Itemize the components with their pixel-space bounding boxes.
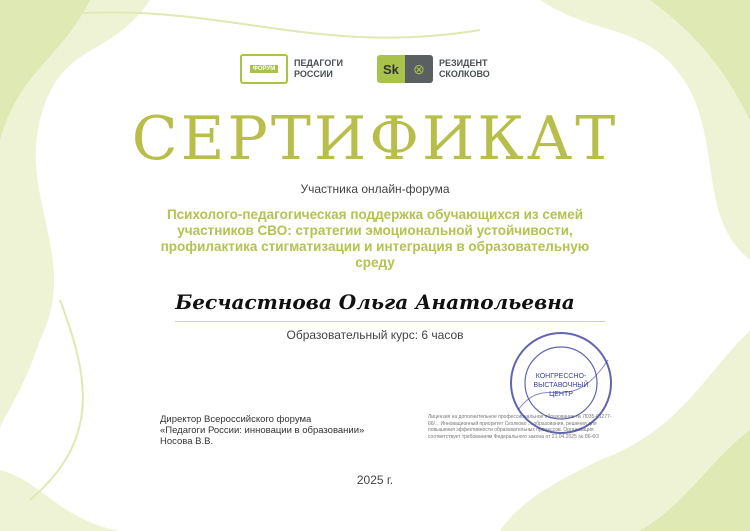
skolkovo-logo: Sk ⊗ РЕЗИДЕНТ СКОЛКОВО [377,55,490,83]
director-signature-block: Директор Всероссийского форума «Педагоги России: инновации в образовании» Носова В.В. [160,414,365,447]
svg-text:ЦЕНТР: ЦЕНТР [549,391,573,398]
stamp [508,330,614,436]
svg-text:КОНГРЕССНО-: КОНГРЕССНО- [535,373,587,380]
book-icon: ФОРУМ [240,54,288,84]
forum-topic: Психолого-педагогическая поддержка обучающихся из семей участников СВО: стратегии эмоциональной устойчивости, профилактика стигматизации и интеграция в образовательную среду [160,207,590,270]
year: 2025 г. [356,473,394,487]
certificate-title: СЕРТИФИКАТ [131,104,619,174]
divider [175,321,605,322]
subtitle: Участника онлайн-форума [300,182,450,196]
recipient-name: Бесчастнова Ольга Анатольевна [175,290,575,314]
license-text: Лицензия на дополнительное профессиональное образование № Л035-01277-66/... Инновационный приоритет Сколково ... образования, решения для повышения эффективности образовательных процессов. Организация соответствует требованиям Федерального закона от 21.04.2025 № 86-ФЗ [428,414,612,440]
svg-text:ВЫСТАВОЧНЫЙ: ВЫСТАВОЧНЫЙ [533,382,589,389]
forum-logo: ФОРУМ ПЕДАГОГИ РОССИИ [240,54,343,84]
course-hours: Образовательный курс: 6 часов [286,328,464,342]
atom-icon: ⊗ [405,55,433,83]
